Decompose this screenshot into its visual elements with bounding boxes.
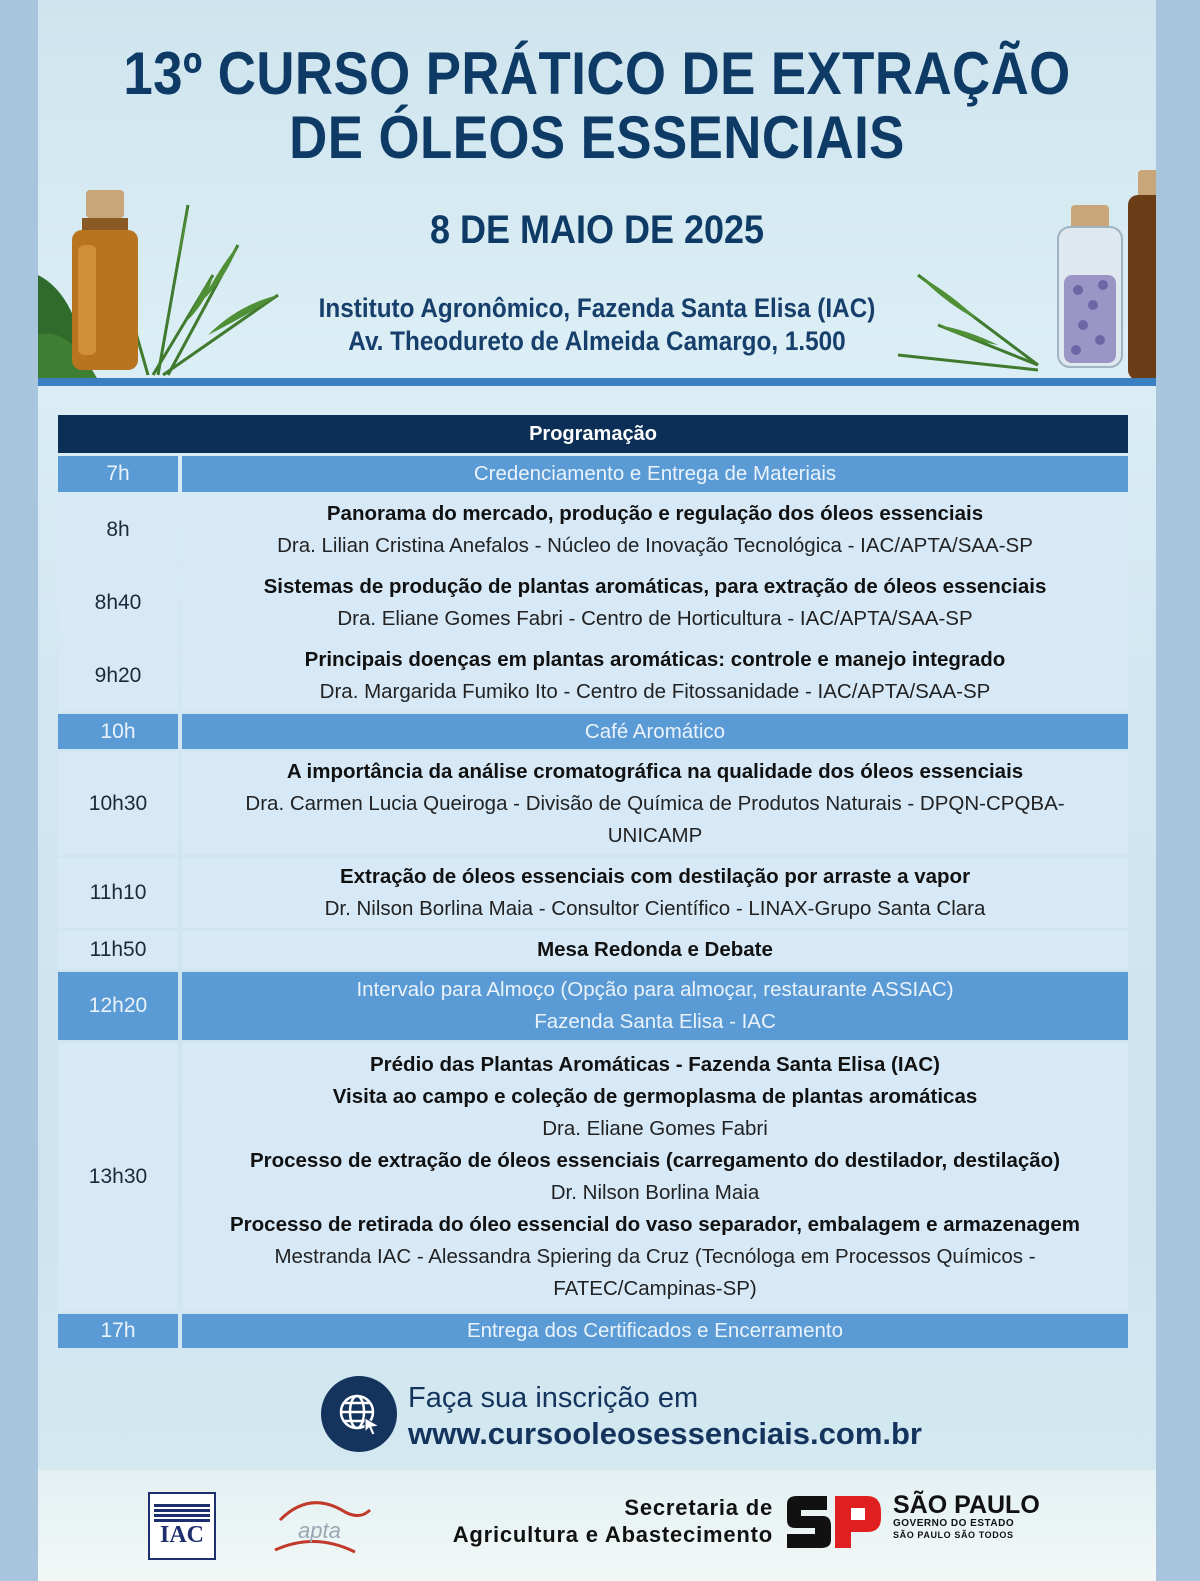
- registration-label: Faça sua inscrição em: [408, 1382, 699, 1414]
- talk-title: Sistemas de produção de plantas aromáticas, para extração de óleos essenciais: [263, 575, 1047, 598]
- schedule-row: [58, 495, 1128, 565]
- title-line-2: DE ÓLEOS ESSENCIAIS: [289, 104, 905, 171]
- row-content: [182, 641, 1128, 711]
- row-content: [182, 858, 1128, 928]
- iac-logo-stripes: [154, 1504, 210, 1522]
- schedule-row: [58, 972, 1128, 1040]
- sp-subtitle: GOVERNO DO ESTADO: [893, 1518, 1015, 1529]
- schedule-row: [58, 568, 1128, 638]
- schedule-row: [58, 931, 1128, 969]
- row-time: 8h: [58, 495, 178, 565]
- row-time: 9h20: [58, 641, 178, 711]
- talk-speaker: Dra. Margarida Fumiko Ito - Centro de Fitossanidade - IAC/APTA/SAA-SP: [319, 680, 991, 703]
- row-content: [182, 931, 1128, 969]
- schedule-row: [58, 752, 1128, 855]
- row-time: 11h50: [58, 931, 178, 969]
- row-time: 12h20: [58, 972, 178, 1040]
- schedule-row: [58, 858, 1128, 928]
- registration-url-link[interactable]: www.cursooleosessenciais.com.br: [408, 1416, 922, 1451]
- row-time: 10h30: [58, 752, 178, 855]
- row-time: 11h10: [58, 858, 178, 928]
- secretaria-line-2: Agricultura e Abastecimento: [452, 1522, 773, 1547]
- row-time: 8h40: [58, 568, 178, 638]
- talk-title: Mesa Redonda e Debate: [537, 938, 773, 961]
- row-time: 13h30: [58, 1043, 178, 1311]
- row-content: [182, 1043, 1128, 1311]
- activity-speaker: Mestranda IAC - Alessandra Spiering da Cruz (Tecnóloga em Processos Químicos -: [274, 1245, 1036, 1268]
- venue-line-1: Instituto Agronômico, Fazenda Santa Elisa (IAC): [318, 293, 876, 323]
- row-content: [182, 495, 1128, 565]
- schedule-row: [58, 714, 1128, 749]
- row-content: [182, 456, 1128, 492]
- row-content: [182, 752, 1128, 855]
- secretaria-line-1: Secretaria de: [624, 1495, 773, 1520]
- sp-government-logo-mark: [783, 1494, 883, 1550]
- row-time: 17h: [58, 1314, 178, 1348]
- essential-oil-bottles-right-image: [888, 165, 1156, 380]
- row-time: 7h: [58, 456, 178, 492]
- row-time: 10h: [58, 714, 178, 749]
- iac-logo: [148, 1492, 216, 1560]
- row-content: [182, 714, 1128, 749]
- sp-title: SÃO PAULO: [893, 1491, 1040, 1519]
- flyer: [38, 0, 1156, 1581]
- header-divider: [38, 378, 1156, 386]
- globe-cursor-icon: [321, 1376, 397, 1452]
- talk-speaker-cont: UNICAMP: [607, 823, 703, 847]
- talk-title: Panorama do mercado, produção e regulação dos óleos essenciais: [326, 502, 984, 525]
- secretaria-agricultura-text: [418, 1494, 773, 1548]
- sp-slogan: SÃO PAULO SÃO TODOS: [893, 1530, 1014, 1540]
- row-content: [182, 972, 1128, 1040]
- activity-title: Processo de retirada do óleo essencial do vaso separador, embalagem e armazenagem: [230, 1213, 1080, 1236]
- row-content: [182, 568, 1128, 638]
- talk-speaker: Dra. Eliane Gomes Fabri - Centro de Horticultura - IAC/APTA/SAA-SP: [337, 607, 973, 630]
- activity-speaker: Dr. Nilson Borlina Maia: [550, 1181, 760, 1204]
- row-content: [182, 1314, 1128, 1348]
- footer-logos: [38, 1470, 1156, 1581]
- schedule-row: [58, 1043, 1128, 1311]
- schedule-row: [58, 641, 1128, 711]
- venue-line-2: Av. Theodureto de Almeida Camargo, 1.500: [348, 326, 846, 356]
- schedule-table: [58, 415, 1128, 1348]
- course-title: [105, 42, 1089, 170]
- activity-speaker: Dra. Eliane Gomes Fabri: [542, 1117, 768, 1140]
- row-text: Entrega dos Certificados e Encerramento: [466, 1319, 844, 1342]
- row-text: Credenciamento e Entrega de Materiais: [473, 462, 837, 485]
- talk-title: Principais doenças em plantas aromáticas: controle e manejo integrado: [304, 648, 1006, 671]
- activity-location: Prédio das Plantas Aromáticas - Fazenda Santa Elisa (IAC): [370, 1053, 940, 1076]
- sp-government-text: [893, 1492, 1040, 1541]
- apta-logo: [270, 1490, 380, 1562]
- row-text: Intervalo para Almoço (Opção para almoçar, restaurante ASSIAC): [356, 978, 954, 1001]
- talk-speaker: Dra. Carmen Lucia Queiroga - Divisão de Química de Produtos Naturais - DPQN-CPQBA-: [245, 791, 1065, 815]
- activity-title: Processo de extração de óleos essenciais (carregamento do destilador, destilação): [249, 1149, 1061, 1172]
- schedule-row: [58, 456, 1128, 492]
- apta-logo-text: apta: [298, 1518, 341, 1543]
- registration: [408, 1380, 922, 1452]
- talk-title: Extração de óleos essenciais com destilação por arraste a vapor: [339, 865, 971, 888]
- iac-logo-text: IAC: [159, 1522, 204, 1548]
- row-text-2: Fazenda Santa Elisa - IAC: [534, 1010, 776, 1033]
- talk-speaker: Dra. Lilian Cristina Anefalos - Núcleo de Inovação Tecnológica - IAC/APTA/SAA-SP: [277, 534, 1033, 557]
- schedule-row: [58, 1314, 1128, 1348]
- event-date: 8 DE MAIO DE 2025: [429, 208, 765, 252]
- schedule-heading: Programação: [58, 415, 1128, 453]
- row-text: Café Aromático: [584, 719, 726, 743]
- activity-speaker-cont: FATEC/Campinas-SP): [553, 1277, 757, 1300]
- title-line-1: 13º CURSO PRÁTICO DE EXTRAÇÃO: [123, 40, 1071, 107]
- activity-title: Visita ao campo e coleção de germoplasma de plantas aromáticas: [332, 1085, 978, 1108]
- talk-title: A importância da análise cromatográfica na qualidade dos óleos essenciais: [286, 759, 1024, 783]
- essential-oil-bottle-left-image: [38, 185, 298, 380]
- talk-speaker: Dr. Nilson Borlina Maia - Consultor Científico - LINAX-Grupo Santa Clara: [324, 897, 986, 920]
